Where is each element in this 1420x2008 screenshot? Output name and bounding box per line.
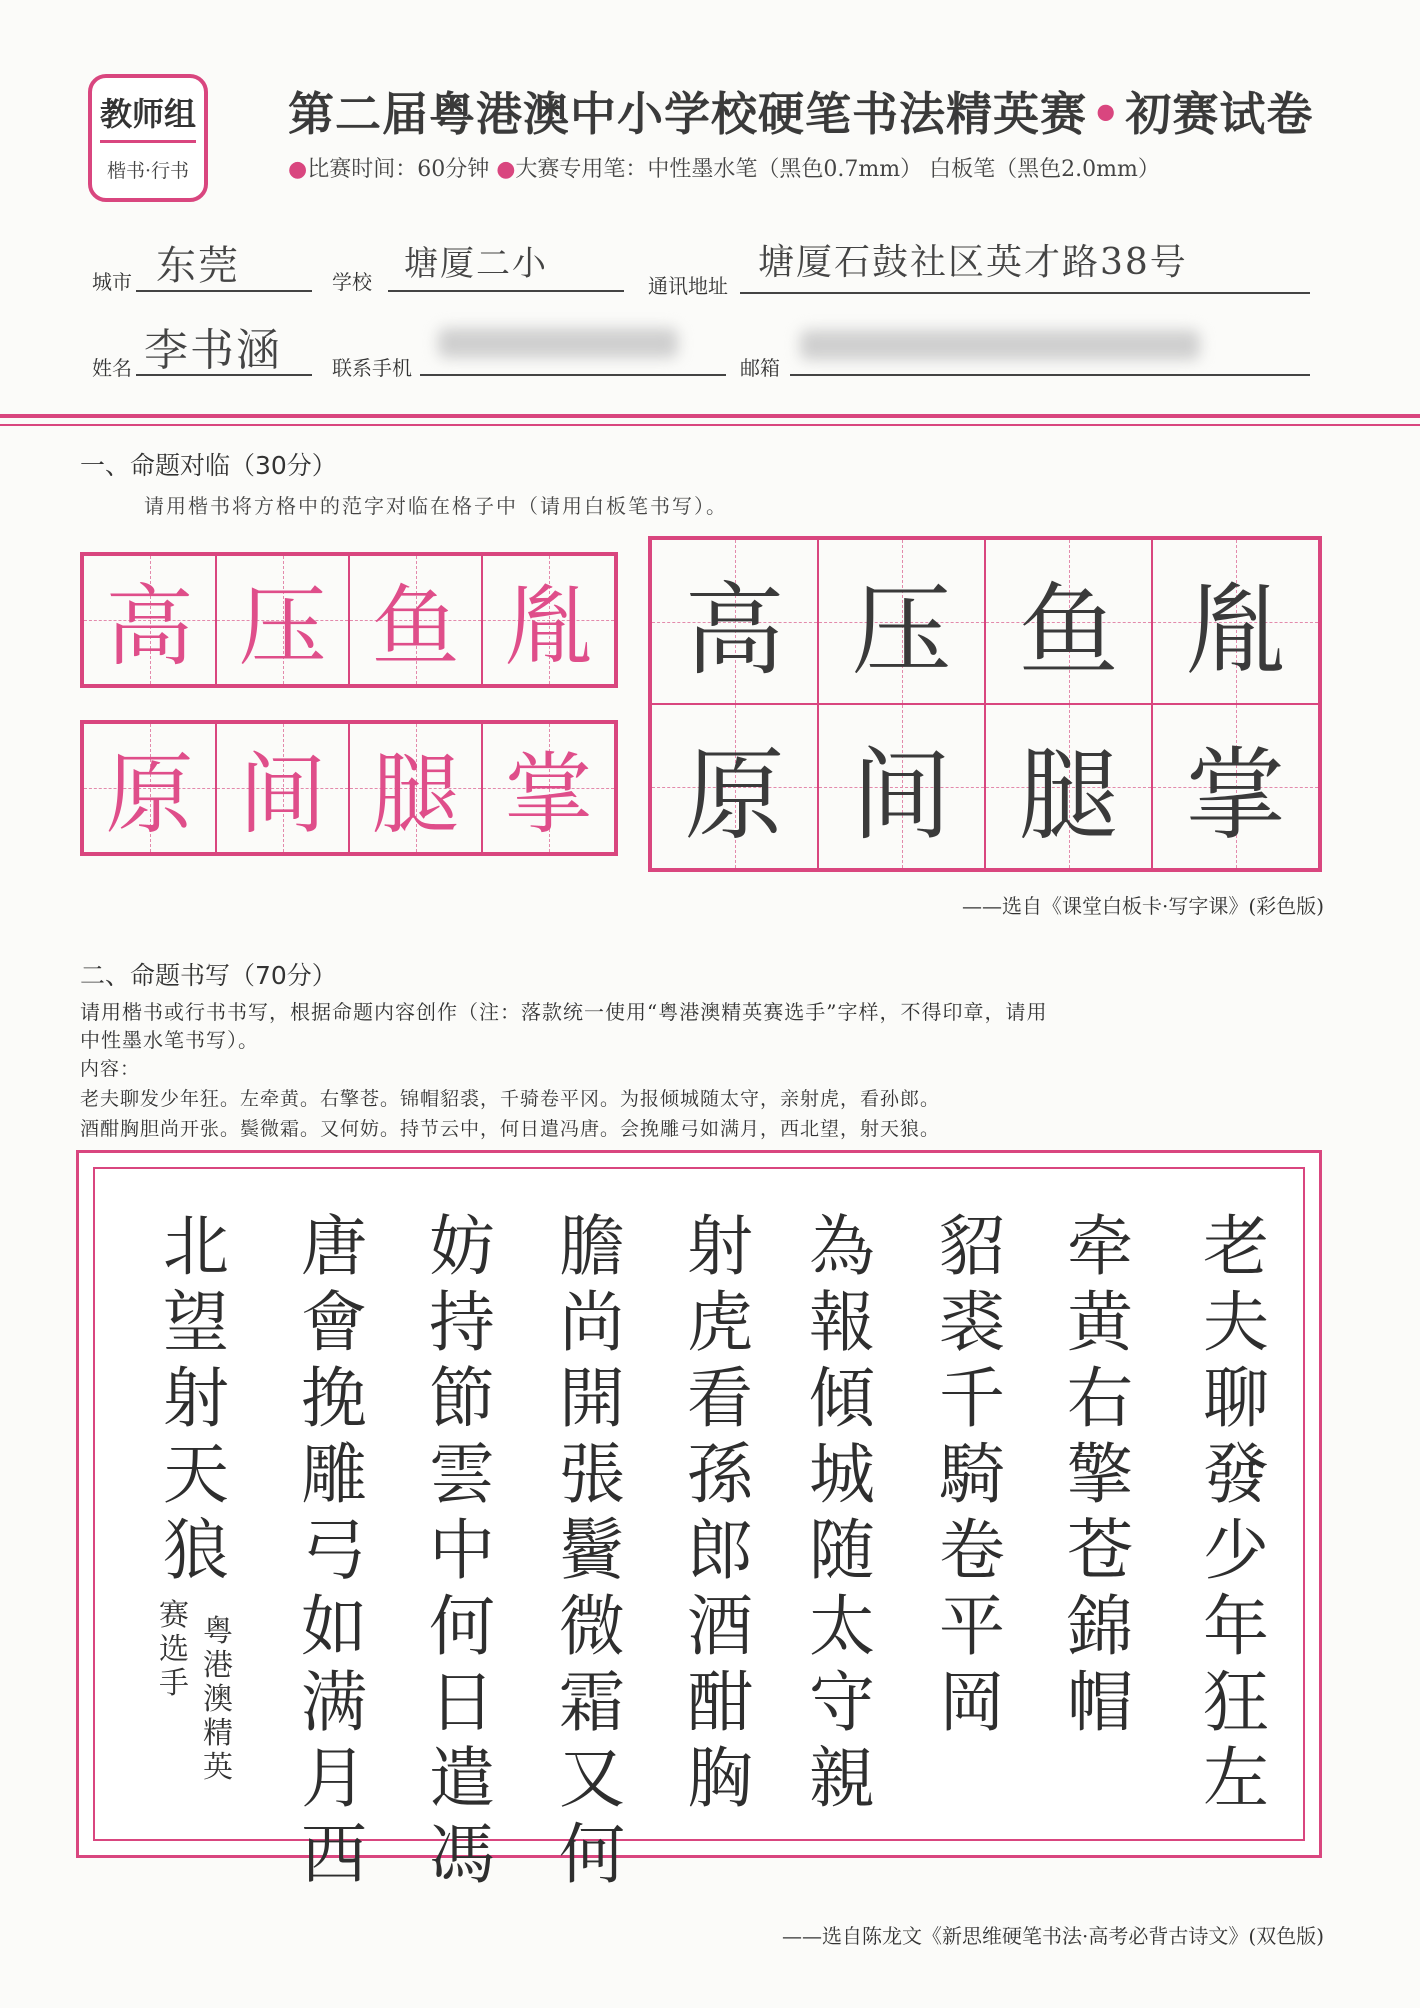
calligraphy-column bbox=[559, 1209, 625, 1893]
calligraphy-char: 孫 bbox=[687, 1436, 753, 1513]
name-label: 姓名 bbox=[92, 356, 132, 380]
calligraphy-char: 右 bbox=[1067, 1360, 1133, 1437]
calligraphy-char: 太 bbox=[809, 1588, 875, 1665]
calligraphy-column bbox=[429, 1209, 495, 1893]
school-value: 塘厦二小 bbox=[404, 244, 548, 284]
calligraphy-char: 老 bbox=[1203, 1208, 1269, 1285]
calligraphy-char: 如 bbox=[301, 1588, 367, 1665]
calligraphy-char: 酒 bbox=[687, 1588, 753, 1665]
city-field-line[interactable] bbox=[136, 290, 312, 292]
city-value: 东莞 bbox=[156, 243, 240, 289]
written-char: 腿 bbox=[1018, 736, 1119, 854]
calligraphy-char: 鬢 bbox=[559, 1512, 625, 1589]
section1-instruction: 请用楷书将方格中的范字对临在格子中（请用白板笔书写）。 bbox=[144, 494, 728, 518]
writing-grid[interactable] bbox=[648, 536, 1322, 872]
model-cell bbox=[482, 555, 615, 685]
model-char: 压 bbox=[238, 575, 327, 678]
calligraphy-char: 聊 bbox=[1203, 1360, 1269, 1437]
calligraphy-char: 何 bbox=[559, 1816, 625, 1893]
written-char: 压 bbox=[851, 571, 952, 689]
calligraphy-char: 城 bbox=[809, 1436, 875, 1513]
model-grid-row2 bbox=[80, 720, 618, 856]
written-char: 原 bbox=[684, 736, 785, 854]
email-redacted bbox=[800, 330, 1200, 360]
calligraphy-char: 岡 bbox=[939, 1664, 1005, 1741]
written-char: 鱼 bbox=[1018, 571, 1119, 689]
signature-char: 精 bbox=[203, 1716, 233, 1751]
city-label: 城市 bbox=[92, 270, 132, 294]
calligraphy-char: 牵 bbox=[1067, 1208, 1133, 1285]
written-char: 掌 bbox=[1185, 736, 1286, 854]
calligraphy-char: 西 bbox=[301, 1816, 367, 1893]
phone-redacted bbox=[438, 328, 678, 358]
calligraphy-char: 微 bbox=[559, 1588, 625, 1665]
calligraphy-char: 射 bbox=[687, 1208, 753, 1285]
section1-heading: 一、命题对临（30分） bbox=[80, 451, 337, 480]
divider bbox=[0, 414, 1420, 418]
calligraphy-char: 望 bbox=[163, 1284, 229, 1361]
model-char: 掌 bbox=[504, 743, 593, 846]
signature-column-2 bbox=[159, 1599, 189, 1701]
calligraphy-char: 狂 bbox=[1203, 1664, 1269, 1741]
content-label: 内容： bbox=[80, 1058, 141, 1080]
calligraphy-char: 挽 bbox=[301, 1360, 367, 1437]
calligraphy-char: 满 bbox=[301, 1664, 367, 1741]
calligraphy-char: 雲 bbox=[429, 1436, 495, 1513]
model-cell bbox=[216, 723, 349, 853]
phone-field-line[interactable] bbox=[420, 374, 726, 376]
writing-cell[interactable] bbox=[818, 704, 985, 869]
calligraphy-char: 胸 bbox=[687, 1740, 753, 1817]
contest-info bbox=[288, 152, 1160, 183]
name-field-line[interactable] bbox=[136, 374, 312, 376]
calligraphy-char: 月 bbox=[301, 1740, 367, 1817]
calligraphy-char: 妨 bbox=[429, 1208, 495, 1285]
model-char: 高 bbox=[105, 575, 194, 678]
section2-heading: 二、命题书写（70分） bbox=[80, 961, 337, 990]
time-info: 比赛时间：60分钟 bbox=[307, 157, 490, 182]
signature-char: 赛 bbox=[159, 1598, 189, 1633]
model-cell bbox=[349, 723, 482, 853]
calligraphy-char: 何 bbox=[429, 1588, 495, 1665]
calligraphy-char: 守 bbox=[809, 1664, 875, 1741]
content-line2: 酒酣胸胆尚开张。鬓微霜。又何妨。持节云中，何日遣冯唐。会挽雕弓如满月，西北望，射天狼。 bbox=[80, 1118, 941, 1140]
model-char: 间 bbox=[238, 743, 327, 846]
calligraphy-char: 苍 bbox=[1067, 1512, 1133, 1589]
calligraphy-char: 膽 bbox=[559, 1208, 625, 1285]
calligraphy-char: 帽 bbox=[1067, 1664, 1133, 1741]
signature-column-1 bbox=[203, 1615, 233, 1785]
writing-cell[interactable] bbox=[651, 704, 818, 869]
calligraphy-char: 錦 bbox=[1067, 1588, 1133, 1665]
signature-char: 选 bbox=[159, 1632, 189, 1667]
calligraphy-char: 平 bbox=[939, 1588, 1005, 1665]
calligraphy-char: 千 bbox=[939, 1360, 1005, 1437]
model-char: 腿 bbox=[371, 743, 460, 846]
phone-label: 联系手机 bbox=[332, 356, 412, 380]
section1-source: ——选自《课堂白板卡·写字课》(彩色版) bbox=[962, 894, 1324, 918]
school-field-line[interactable] bbox=[388, 290, 624, 292]
calligraphy-char: 又 bbox=[559, 1740, 625, 1817]
calligraphy-char: 射 bbox=[163, 1360, 229, 1437]
written-char: 高 bbox=[684, 571, 785, 689]
section2-instruction-line2: 中性墨水笔书写）。 bbox=[80, 1028, 259, 1052]
calligraphy-char: 報 bbox=[809, 1284, 875, 1361]
bullet-icon: ● bbox=[496, 157, 516, 182]
calligraphy-char: 左 bbox=[1203, 1740, 1269, 1817]
calligraphy-char: 持 bbox=[429, 1284, 495, 1361]
address-field-line[interactable] bbox=[740, 292, 1310, 294]
calligraphy-column bbox=[1203, 1209, 1269, 1817]
model-cell bbox=[216, 555, 349, 685]
model-cell bbox=[83, 723, 216, 853]
calligraphy-char: 雕 bbox=[301, 1436, 367, 1513]
model-char: 胤 bbox=[504, 575, 593, 678]
calligraphy-char: 年 bbox=[1203, 1588, 1269, 1665]
email-label: 邮箱 bbox=[740, 356, 780, 380]
signature-char: 手 bbox=[159, 1666, 189, 1701]
model-cell bbox=[349, 555, 482, 685]
calligraphy-char: 張 bbox=[559, 1436, 625, 1513]
signature-char: 港 bbox=[203, 1648, 233, 1683]
page-title bbox=[288, 78, 1313, 144]
signature-char: 粤 bbox=[203, 1614, 233, 1649]
calligraphy-char: 騎 bbox=[939, 1436, 1005, 1513]
name-value: 李书涵 bbox=[144, 325, 282, 376]
writing-cell[interactable] bbox=[651, 539, 818, 704]
signature-char: 英 bbox=[203, 1750, 233, 1785]
calligraphy-char: 裘 bbox=[939, 1284, 1005, 1361]
email-field-line[interactable] bbox=[790, 374, 1310, 376]
calligraphy-char: 擎 bbox=[1067, 1436, 1133, 1513]
title-main: 第二届粤港澳中小学校硬笔书法精英赛 bbox=[288, 87, 1087, 141]
model-cell bbox=[482, 723, 615, 853]
calligraphy-char: 霜 bbox=[559, 1664, 625, 1741]
calligraphy-column bbox=[809, 1209, 875, 1817]
writing-cell[interactable] bbox=[985, 704, 1152, 869]
address-value: 塘厦石鼓社区英才路38号 bbox=[758, 242, 1188, 283]
calligraphy-char: 北 bbox=[163, 1208, 229, 1285]
content-line1: 老夫聊发少年狂。左牵黄。右擎苍。锦帽貂裘，千骑卷平冈。为报倾城随太守，亲射虎，看孙郎。 bbox=[80, 1088, 941, 1110]
calligraphy-char: 發 bbox=[1203, 1436, 1269, 1513]
calligraphy-column bbox=[301, 1209, 367, 1893]
calligraphy-char: 開 bbox=[559, 1360, 625, 1437]
calligraphy-frame[interactable] bbox=[76, 1150, 1322, 1893]
calligraphy-char: 傾 bbox=[809, 1360, 875, 1437]
writing-cell[interactable] bbox=[1152, 539, 1319, 704]
bullet-icon: ● bbox=[288, 157, 308, 182]
calligraphy-char: 黄 bbox=[1067, 1284, 1133, 1361]
written-char: 间 bbox=[851, 736, 952, 854]
calligraphy-char: 中 bbox=[429, 1512, 495, 1589]
model-grid-row1 bbox=[80, 552, 618, 688]
calligraphy-char: 為 bbox=[809, 1208, 875, 1285]
written-char: 胤 bbox=[1185, 571, 1286, 689]
calligraphy-char: 會 bbox=[301, 1284, 367, 1361]
calligraphy-column bbox=[163, 1209, 229, 1589]
divider bbox=[0, 424, 1420, 426]
calligraphy-char: 馮 bbox=[429, 1816, 495, 1893]
writing-cell[interactable] bbox=[818, 539, 985, 704]
section2-source: ——选自陈龙文《新思维硬笔书法·高考必背古诗文》(双色版) bbox=[782, 1924, 1324, 1948]
writing-cell[interactable] bbox=[985, 539, 1152, 704]
calligraphy-column bbox=[1067, 1209, 1133, 1741]
calligraphy-char: 酣 bbox=[687, 1664, 753, 1741]
group-badge bbox=[88, 74, 208, 202]
calligraphy-char: 卷 bbox=[939, 1512, 1005, 1589]
model-char: 原 bbox=[105, 743, 194, 846]
calligraphy-frame-inner bbox=[93, 1167, 1305, 1893]
section2-instruction-line1: 请用楷书或行书书写，根据命题内容创作（注：落款统一使用“粤港澳精英赛选手”字样，不得印章，请用 bbox=[80, 1000, 1048, 1024]
calligraphy-char: 虎 bbox=[687, 1284, 753, 1361]
calligraphy-char: 天 bbox=[163, 1436, 229, 1513]
calligraphy-char: 遣 bbox=[429, 1740, 495, 1817]
calligraphy-char: 夫 bbox=[1203, 1284, 1269, 1361]
model-cell bbox=[83, 555, 216, 685]
calligraphy-char: 随 bbox=[809, 1512, 875, 1589]
title-suffix: 初赛试卷 bbox=[1125, 87, 1314, 141]
calligraphy-char: 貂 bbox=[939, 1208, 1005, 1285]
calligraphy-char: 看 bbox=[687, 1360, 753, 1437]
signature-char: 澳 bbox=[203, 1682, 233, 1717]
calligraphy-char: 郎 bbox=[687, 1512, 753, 1589]
calligraphy-char: 少 bbox=[1203, 1512, 1269, 1589]
title-dot: • bbox=[1091, 87, 1122, 141]
calligraphy-column bbox=[687, 1209, 753, 1817]
calligraphy-char: 弓 bbox=[301, 1512, 367, 1589]
badge-group-label: 教师组 bbox=[100, 88, 196, 143]
school-label: 学校 bbox=[332, 270, 372, 294]
model-char: 鱼 bbox=[371, 575, 460, 678]
calligraphy-column bbox=[939, 1209, 1005, 1741]
calligraphy-char: 日 bbox=[429, 1664, 495, 1741]
badge-script-label: 楷书·行书 bbox=[106, 160, 190, 182]
calligraphy-char: 親 bbox=[809, 1740, 875, 1817]
calligraphy-char: 節 bbox=[429, 1360, 495, 1437]
pen-info: 大赛专用笔：中性墨水笔（黑色0.7mm） 白板笔（黑色2.0mm） bbox=[515, 157, 1160, 182]
calligraphy-char: 尚 bbox=[559, 1284, 625, 1361]
address-label: 通讯地址 bbox=[648, 274, 728, 298]
writing-cell[interactable] bbox=[1152, 704, 1319, 869]
calligraphy-char: 唐 bbox=[301, 1208, 367, 1285]
calligraphy-char: 狼 bbox=[163, 1512, 229, 1589]
